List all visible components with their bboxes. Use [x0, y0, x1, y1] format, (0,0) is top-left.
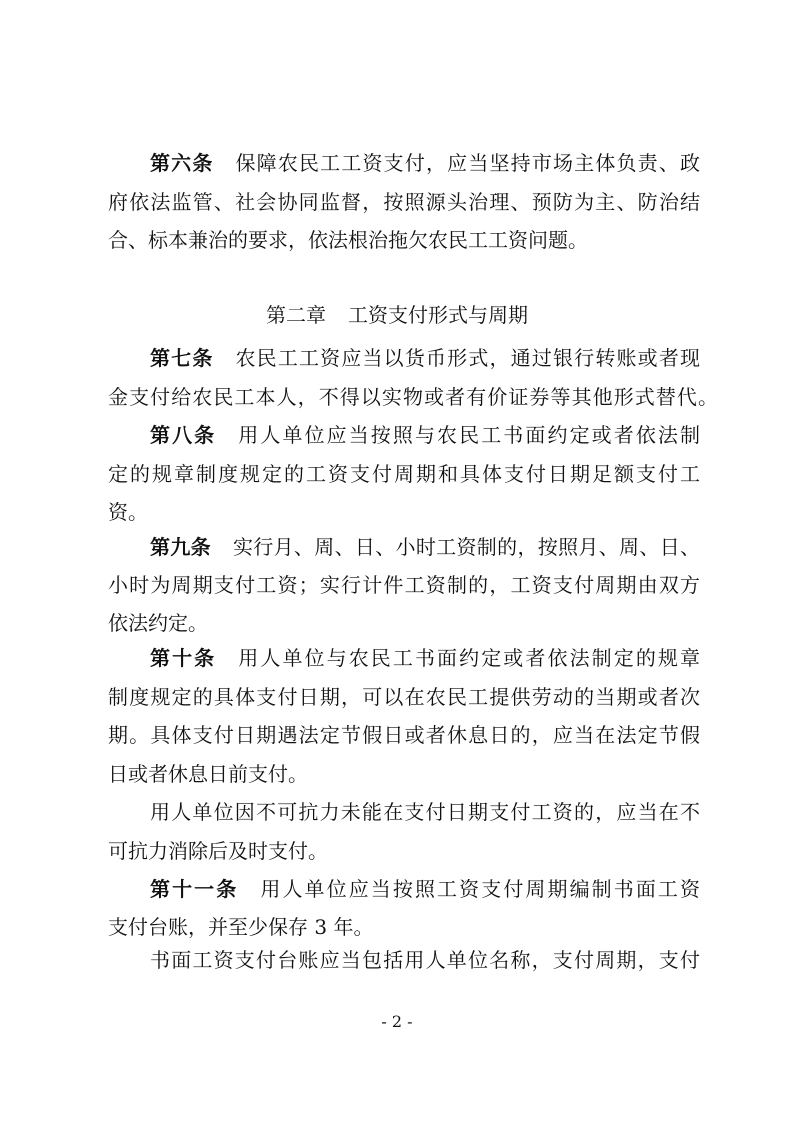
article-line: 书面工资支付台账应当包括用人单位名称，支付周期，支付 [150, 948, 700, 972]
chapter-title: 工资支付形式与周期 [348, 303, 528, 327]
article-line [150, 534, 700, 560]
article-line [150, 645, 700, 671]
article-line [150, 422, 700, 448]
article-line: 合、标本兼治的要求，依法根治拖欠农民工工资问题。 [108, 228, 588, 252]
article-text: 用人单位应当按照与农民工书面约定或者依法制 [238, 423, 701, 447]
article-text: 用人单位与农民工书面约定或者依法制定的规章 [238, 646, 701, 670]
page-number: - 2 - [381, 1012, 413, 1031]
article-line: 可抗力消除后及时支付。 [108, 839, 328, 863]
article-line: 制度规定的具体支付日期，可以在农民工提供劳动的当期或者次 [108, 685, 700, 709]
article-line: 金支付给农民工本人，不得以实物或者有价证券等其他形式替代。 [108, 385, 718, 409]
article-line: 小时为周期支付工资；实行计件工资制的，工资支付周期由双方 [108, 573, 700, 597]
article-text: 用人单位应当按照工资支付周期编制书面工资 [260, 877, 701, 901]
chapter-number: 第二章 [266, 303, 326, 327]
article-label: 第十条 [150, 646, 217, 670]
article-line: 依法约定。 [108, 611, 208, 635]
article-line: 期。具体支付日期遇法定节假日或者休息日的，应当在法定节假 [108, 723, 700, 747]
article-line: 日或者休息日前支付。 [108, 762, 308, 786]
article-label: 第九条 [150, 535, 211, 559]
article-line: 府依法监管、社会协同监督，按照源头治理、预防为主、防治结 [108, 190, 700, 214]
article-line: 资。 [108, 500, 148, 524]
article-line [150, 345, 700, 371]
article-line: 支付台账，并至少保存 3 年。 [108, 915, 374, 939]
article-label: 第十一条 [150, 877, 239, 901]
article-text: 保障农民工工资支付，应当坚持市场主体负责、政 [235, 151, 700, 175]
article-line: 定的规章制度规定的工资支付周期和具体支付日期足额支付工 [108, 462, 700, 486]
article-label: 第七条 [150, 346, 214, 370]
article-text: 农民工工资应当以货币形式，通过银行转账或者现 [235, 346, 700, 370]
article-label: 第六条 [150, 151, 214, 175]
article-line [150, 876, 700, 902]
article-label: 第八条 [150, 423, 217, 447]
article-text: 实行月、周、日、小时工资制的，按照月、周、日、 [232, 535, 701, 559]
article-line [150, 150, 700, 176]
article-line: 用人单位因不可抗力未能在支付日期支付工资的，应当在不 [150, 800, 700, 824]
chapter-heading [0, 299, 794, 328]
